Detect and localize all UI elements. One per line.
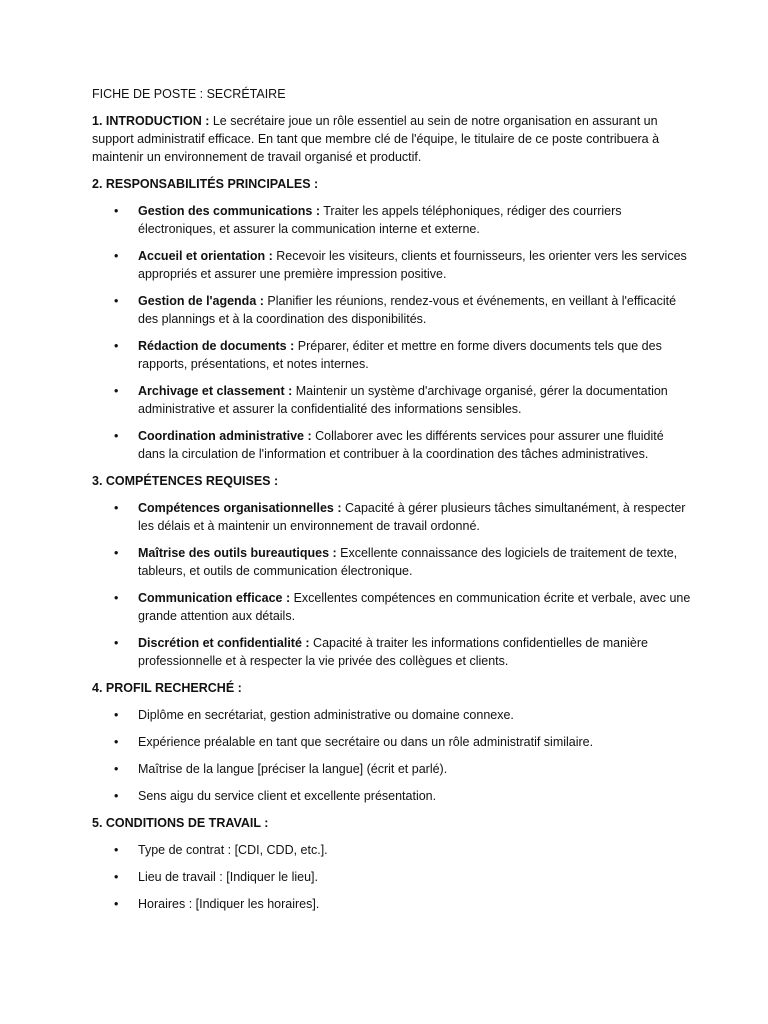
list-item-text: Préparer, éditer et mettre en forme divers documents tels que des rapports, présentations, et notes internes.	[138, 339, 662, 371]
list-item-text: Recevoir les visiteurs, clients et fournisseurs, les orienter vers les services appropriés et assurer une première impression positive.	[138, 249, 687, 281]
section-heading-conditions: 5. CONDITIONS DE TRAVAIL :	[92, 816, 269, 830]
list-item-term: Coordination administrative :	[138, 429, 312, 443]
list-item-text: Traiter les appels téléphoniques, rédiger des courriers électroniques, et assurer la communication interne et externe.	[138, 204, 622, 236]
bullet-icon: •	[114, 897, 119, 911]
bullet-icon: •	[114, 249, 119, 263]
bullet-icon: •	[114, 294, 119, 308]
bullet-icon: •	[114, 762, 119, 776]
competences-list	[92, 499, 692, 670]
list-item-term: Accueil et orientation :	[138, 249, 273, 263]
bullet-icon: •	[114, 204, 119, 218]
bullet-icon: •	[114, 429, 119, 443]
list-item-term: Maîtrise des outils bureautiques :	[138, 546, 337, 560]
bullet-icon: •	[114, 870, 119, 884]
section-heading-responsabilites: 2. RESPONSABILITÉS PRINCIPALES :	[92, 177, 319, 191]
document-title: FICHE DE POSTE : SECRÉTAIRE	[92, 87, 286, 101]
list-item-term: Compétences organisationnelles :	[138, 501, 342, 515]
introduction-heading: 1. INTRODUCTION :	[92, 114, 210, 128]
list-item-text: Diplôme en secrétariat, gestion administrative ou domaine connexe.	[138, 708, 514, 722]
introduction-text: Le secrétaire joue un rôle essentiel au sein de notre organisation en assurant un support administratif efficace. En tant que membre clé de l'équipe, le titulaire de ce poste contribuera à maintenir un environnement de travail organisé et productif.	[92, 114, 660, 164]
list-item-text: Maîtrise de la langue [préciser la langue] (écrit et parlé).	[138, 762, 448, 776]
list-item	[92, 382, 692, 418]
list-item	[92, 292, 692, 328]
list-item-term: Communication efficace :	[138, 591, 291, 605]
list-item-text: Excellentes compétences en communication écrite et verbale, avec une grande attention aux détails.	[138, 591, 691, 623]
bullet-icon: •	[114, 789, 119, 803]
list-item-term: Rédaction de documents :	[138, 339, 295, 353]
bullet-icon: •	[114, 735, 119, 749]
bullet-icon: •	[114, 546, 119, 560]
list-item-text: Lieu de travail : [Indiquer le lieu].	[138, 870, 318, 884]
list-item	[92, 544, 692, 580]
list-item-text: Sens aigu du service client et excellente présentation.	[138, 789, 437, 803]
list-item-term: Discrétion et confidentialité :	[138, 636, 310, 650]
list-item	[92, 733, 692, 751]
list-item-text: Excellente connaissance des logiciels de traitement de texte, tableurs, et outils de communication électronique.	[138, 546, 678, 578]
list-item-text: Capacité à gérer plusieurs tâches simultanément, à respecter les délais et à maintenir un environnement de travail ordonné.	[138, 501, 686, 533]
list-item-text: Maintenir un système d'archivage organisé, gérer la documentation administrative et assurer la confidentialité des informations sensibles.	[138, 384, 668, 416]
list-item	[92, 868, 692, 886]
list-item-text: Planifier les réunions, rendez-vous et événements, en veillant à l'efficacité des plannings et à la coordination des disponibilités.	[138, 294, 677, 326]
list-item	[92, 841, 692, 859]
list-item-term: Gestion des communications :	[138, 204, 320, 218]
bullet-icon: •	[114, 636, 119, 650]
bullet-icon: •	[114, 843, 119, 857]
responsabilites-list	[92, 202, 692, 463]
list-item	[92, 787, 692, 805]
bullet-icon: •	[114, 501, 119, 515]
list-item	[92, 427, 692, 463]
list-item	[92, 247, 692, 283]
list-item	[92, 589, 692, 625]
bullet-icon: •	[114, 708, 119, 722]
document-page	[92, 85, 692, 922]
bullet-icon: •	[114, 384, 119, 398]
section-heading-competences: 3. COMPÉTENCES REQUISES :	[92, 474, 279, 488]
list-item	[92, 760, 692, 778]
list-item-text: Type de contrat : [CDI, CDD, etc.].	[138, 843, 328, 857]
list-item-text: Horaires : [Indiquer les horaires].	[138, 897, 320, 911]
list-item	[92, 895, 692, 913]
list-item-term: Gestion de l'agenda :	[138, 294, 264, 308]
list-item-text: Expérience préalable en tant que secrétaire ou dans un rôle administratif similaire.	[138, 735, 594, 749]
profil-list	[92, 706, 692, 805]
list-item	[92, 706, 692, 724]
bullet-icon: •	[114, 339, 119, 353]
list-item-text: Capacité à traiter les informations confidentielles de manière professionnelle et à respecter la vie privée des collègues et clients.	[138, 636, 648, 668]
list-item-term: Archivage et classement :	[138, 384, 293, 398]
list-item	[92, 499, 692, 535]
list-item	[92, 634, 692, 670]
list-item	[92, 337, 692, 373]
introduction-paragraph	[92, 112, 692, 166]
list-item-text: Collaborer avec les différents services pour assurer une fluidité dans la circulation de l'information et contribuer à la coordination des tâches administratives.	[138, 429, 664, 461]
conditions-list	[92, 841, 692, 913]
list-item	[92, 202, 692, 238]
section-heading-profil: 4. PROFIL RECHERCHÉ :	[92, 681, 242, 695]
bullet-icon: •	[114, 591, 119, 605]
